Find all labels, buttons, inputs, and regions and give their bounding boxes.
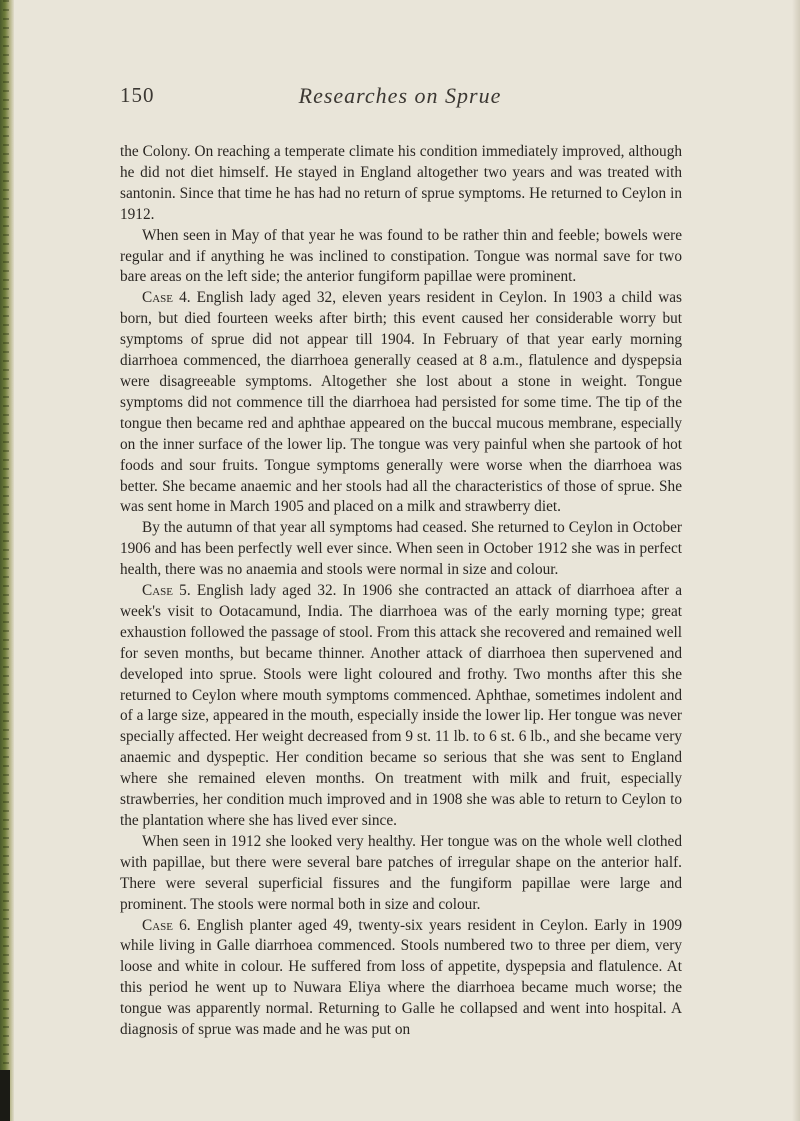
case-label: Case 5. [142, 582, 191, 600]
paragraph [120, 142, 682, 226]
case-label: Case 6. [142, 916, 191, 934]
running-title: Researches on Sprue [298, 83, 502, 108]
case-4-paragraph [120, 288, 682, 518]
paragraph-text: English lady aged 32. In 1906 she contracted an attack of diarrhoea after a week's visit to Ootacamund, India. The diarrhoea was of the early morning type; great exhaustion followed the passage of stool. From this attack she recovered and remained well for seven months, but became thinner. Another attack of diarrhoea then supervened and developed into sprue. Stools were light coloured and frothy. Two months after this she returned to Ceylon where mouth symptoms commenced. Aphthae, sometimes indolent and of a large size, appeared in the mouth, especially inside the lower lip. Her tongue was never specially affected. Her weight decreased from 9 st. 11 lb. to 6 st. 6 lb., and she became very anaemic and dyspeptic. Her condition became so serious that she was sent to England where she remained eleven months. On treatment with milk and fruit, especially strawberries, her condition much improved and in 1908 she was able to return to Ceylon to the plantation where she has lived ever since. [120, 582, 682, 829]
paragraph-text: By the autumn of that year all symptoms had ceased. She returned to Ceylon in October 1906 and has been perfectly well ever since. When seen in October 1912 she was in perfect health, there was no anaemia and stools were normal in size and colour. [120, 519, 682, 579]
case-6-paragraph [120, 916, 682, 1041]
case-label: Case 4. [142, 289, 191, 307]
binding-stitching [3, 0, 9, 1121]
page-body [120, 142, 682, 1041]
paragraph-text: the Colony. On reaching a temperate climate his condition immediately improved, although he did not diet himself. He stayed in England altogether two years and was treated with santonin. Since that time he has had no return of sprue symptoms. He returned to Ceylon in 1912. [120, 143, 682, 223]
page-number: 150 [120, 83, 155, 107]
paragraph [120, 226, 682, 289]
paragraph-text: When seen in 1912 she looked very healthy. Her tongue was on the whole well clothed with papillae, but there were several bare patches of irregular shape on the anterior half. There were several superficial fissures and the fungiform papillae were large and prominent. The stools were normal both in size and colour. [120, 832, 682, 913]
page-header [120, 83, 680, 117]
paragraph-text: When seen in May of that year he was found to be rather thin and feeble; bowels were regular and if anything he was inclined to constipation. Tongue was normal save for two bare areas on the left side; the anterior fungiform papillae were prominent. [120, 226, 682, 286]
paragraph [120, 518, 682, 581]
page-corner-shadow [0, 1070, 10, 1121]
paragraph-text: English lady aged 32, eleven years resident in Ceylon. In 1903 a child was born, but died fourteen weeks after birth; this event caused her considerable worry but symptoms of sprue did not appear till 1904. In February of that year early morning diarrhoea commenced, the diarrhoea generally ceased at 8 a.m., flatulence and dyspepsia were disagreeable symptoms. Altogether she lost about a stone in weight. Tongue symptoms did not commence till the diarrhoea had persisted for some time. The tip of the tongue then became red and aphthae appeared on the buccal mucous membrane, especially on the inner surface of the lower lip. The tongue was very painful when she partook of hot foods and sour fruits. Tongue symptoms generally were worse when the diarrhoea was better. She became anaemic and her stools had all the characteristics of those of sprue. She was sent home in March 1905 and placed on a milk and strawberry diet. [120, 289, 683, 516]
page-right-edge [792, 0, 800, 1121]
case-5-paragraph [120, 581, 682, 832]
paragraph [120, 832, 682, 916]
paragraph-text: English planter aged 49, twenty-six years resident in Ceylon. Early in 1909 while living in Galle diarrhoea commenced. Stools numbered two to three per diem, very loose and white in colour. He suffered from loss of appetite, dyspepsia and flatulence. At this period he went up to Nuwara Eliya where the diarrhoea became much worse; the tongue was apparently normal. Returning to Galle he collapsed and went into hospital. A diagnosis of sprue was made and he was put on [120, 916, 682, 1039]
